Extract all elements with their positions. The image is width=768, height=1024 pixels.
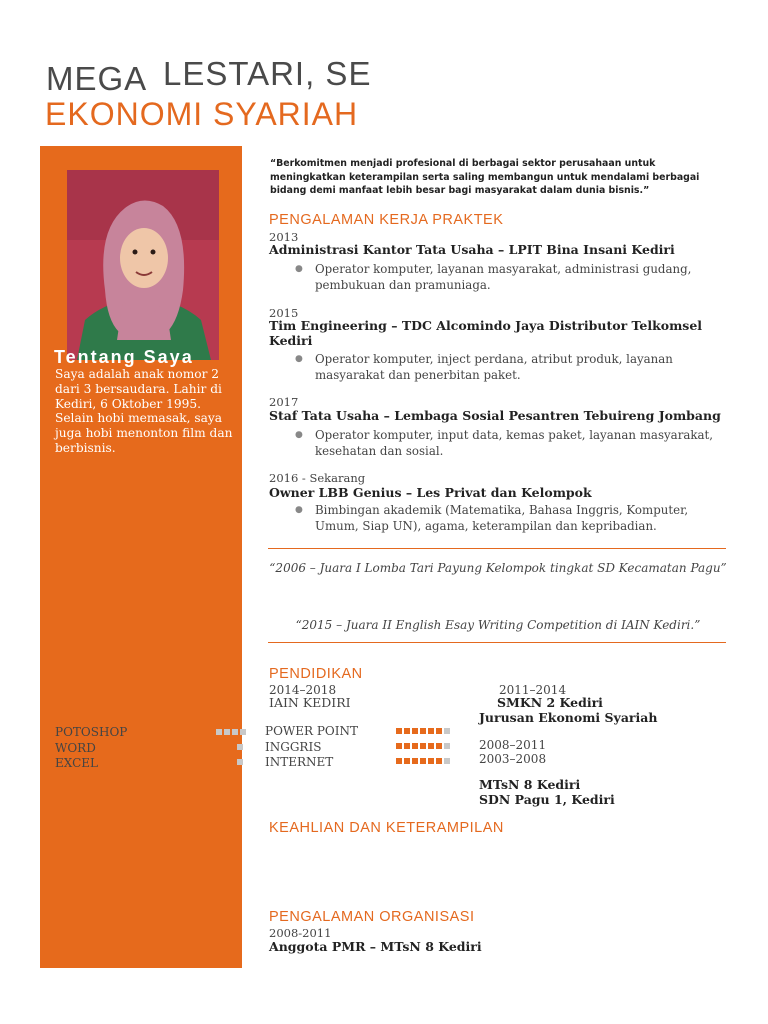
profile-photo bbox=[67, 170, 219, 360]
skill-level-square bbox=[404, 728, 410, 734]
skill-bar bbox=[237, 744, 243, 750]
job-year: 2016 - Sekarang bbox=[269, 471, 366, 485]
bullet-icon: ● bbox=[295, 354, 303, 364]
skill-level-square bbox=[428, 743, 434, 749]
skill-level-square bbox=[444, 758, 450, 764]
skill-bar bbox=[396, 728, 450, 734]
skill-level-square bbox=[444, 728, 450, 734]
skill-level-square bbox=[396, 758, 402, 764]
job-year: 2017 bbox=[269, 395, 299, 409]
skill-bar bbox=[396, 758, 450, 764]
skill-level-square bbox=[436, 728, 442, 734]
job-year: 2015 bbox=[269, 306, 299, 320]
organization-title: PENGALAMAN ORGANISASI bbox=[269, 909, 475, 925]
career-quote: “Berkomitmen menjadi profesional di berbagai sektor perusahaan untuk meningkatkan keterampilan serta saling membangun untuk mendalami berbagai bidang demi manfaat lebih besar bagi masyarakat dalam dunia bisnis.” bbox=[270, 158, 700, 197]
skill-level-square bbox=[436, 758, 442, 764]
job-position: Staf Tata Usaha – Lembaga Sosial Pesantren Tebuireng Jombang bbox=[269, 408, 721, 423]
skill-label: WORD bbox=[55, 741, 96, 755]
edu-year: 2008–2011 bbox=[479, 738, 547, 752]
experience-title: PENGALAMAN KERJA PRAKTEK bbox=[269, 212, 504, 228]
edu-school: SMKN 2 Kediri bbox=[497, 695, 603, 710]
skill-bar bbox=[237, 759, 243, 765]
job-position: Owner LBB Genius – Les Privat dan Kelompok bbox=[269, 485, 592, 500]
skill-bar bbox=[216, 729, 246, 735]
award-item: “2015 – Juara II English Esay Writing Competition di IAIN Kediri.” bbox=[295, 618, 701, 632]
skill-label: POWER POINT bbox=[265, 724, 359, 738]
skill-level-square bbox=[428, 758, 434, 764]
skill-level-square bbox=[412, 728, 418, 734]
skills-title: KEAHLIAN DAN KETERAMPILAN bbox=[269, 820, 504, 836]
bullet-icon: ● bbox=[295, 264, 303, 274]
skill-level-square bbox=[396, 743, 402, 749]
org-role: Anggota PMR – MTsN 8 Kediri bbox=[269, 939, 482, 954]
about-heading: Tentang Saya bbox=[54, 347, 194, 367]
skill-level-square bbox=[237, 744, 243, 750]
divider bbox=[268, 642, 726, 643]
skill-level-square bbox=[404, 758, 410, 764]
job-description: ● Operator komputer, layanan masyarakat, administrasi gudang, pembukuan dan pramuniaga. bbox=[295, 262, 692, 292]
job-description: ● Operator komputer, inject perdana, atribut produk, layanan masyarakat dan penerbitan paket. bbox=[295, 352, 673, 382]
edu-school: MTsN 8 Kediri bbox=[479, 777, 581, 792]
skill-level-square bbox=[216, 729, 222, 735]
edu-major: Jurusan Ekonomi Syariah bbox=[479, 710, 658, 725]
job-position: Tim Engineering – TDC Alcomindo Jaya Distributor Telkomsel Kediri bbox=[269, 318, 703, 348]
skill-level-square bbox=[420, 743, 426, 749]
skill-level-square bbox=[420, 728, 426, 734]
edu-school: IAIN KEDIRI bbox=[269, 695, 351, 710]
skill-level-square bbox=[237, 759, 243, 765]
job-position: Administrasi Kantor Tata Usaha – LPIT Bina Insani Kediri bbox=[269, 242, 675, 257]
bullet-icon: ● bbox=[295, 430, 303, 440]
role-title: EKONOMI SYARIAH bbox=[45, 96, 359, 132]
last-name: LESTARI, SE bbox=[163, 55, 372, 92]
skill-label: POTOSHOP bbox=[55, 725, 128, 739]
skill-level-square bbox=[412, 758, 418, 764]
bullet-icon: ● bbox=[295, 505, 303, 515]
job-description: ● Operator komputer, input data, kemas paket, layanan masyarakat, kesehatan dan sosial. bbox=[295, 428, 714, 458]
education-title: PENDIDIKAN bbox=[269, 666, 363, 682]
skill-level-square bbox=[224, 729, 230, 735]
skill-bar bbox=[396, 743, 450, 749]
skill-level-square bbox=[232, 729, 238, 735]
skill-level-square bbox=[396, 728, 402, 734]
skill-label: EXCEL bbox=[55, 756, 99, 770]
job-year: 2013 bbox=[269, 230, 299, 244]
skill-level-square bbox=[436, 743, 442, 749]
divider bbox=[268, 548, 726, 549]
award-item: “2006 – Juara I Lomba Tari Payung Kelompok tingkat SD Kecamatan Pagu” bbox=[269, 561, 727, 575]
skill-level-square bbox=[404, 743, 410, 749]
skill-level-square bbox=[412, 743, 418, 749]
first-name: MEGA bbox=[46, 60, 148, 97]
skill-label: INGGRIS bbox=[265, 740, 322, 754]
skill-label: INTERNET bbox=[265, 755, 334, 769]
skill-level-square bbox=[428, 728, 434, 734]
skill-level-square bbox=[240, 729, 246, 735]
skill-level-square bbox=[444, 743, 450, 749]
job-description: ● Bimbingan akademik (Matematika, Bahasa Inggris, Komputer, Umum, Siap UN), agama, keterampilan dan kepribadian. bbox=[295, 503, 689, 533]
about-text: Saya adalah anak nomor 2 dari 3 bersaudara. Lahir di Kediri, 6 Oktober 1995. Selain hobi memasak, saya juga hobi menonton film dan berbisnis. bbox=[55, 367, 233, 455]
skill-level-square bbox=[420, 758, 426, 764]
edu-year: 2011–2014 bbox=[499, 683, 567, 697]
edu-year: 2014–2018 bbox=[269, 683, 337, 697]
edu-school: SDN Pagu 1, Kediri bbox=[479, 792, 615, 807]
edu-year: 2003–2008 bbox=[479, 752, 547, 766]
org-year: 2008-2011 bbox=[269, 926, 332, 940]
